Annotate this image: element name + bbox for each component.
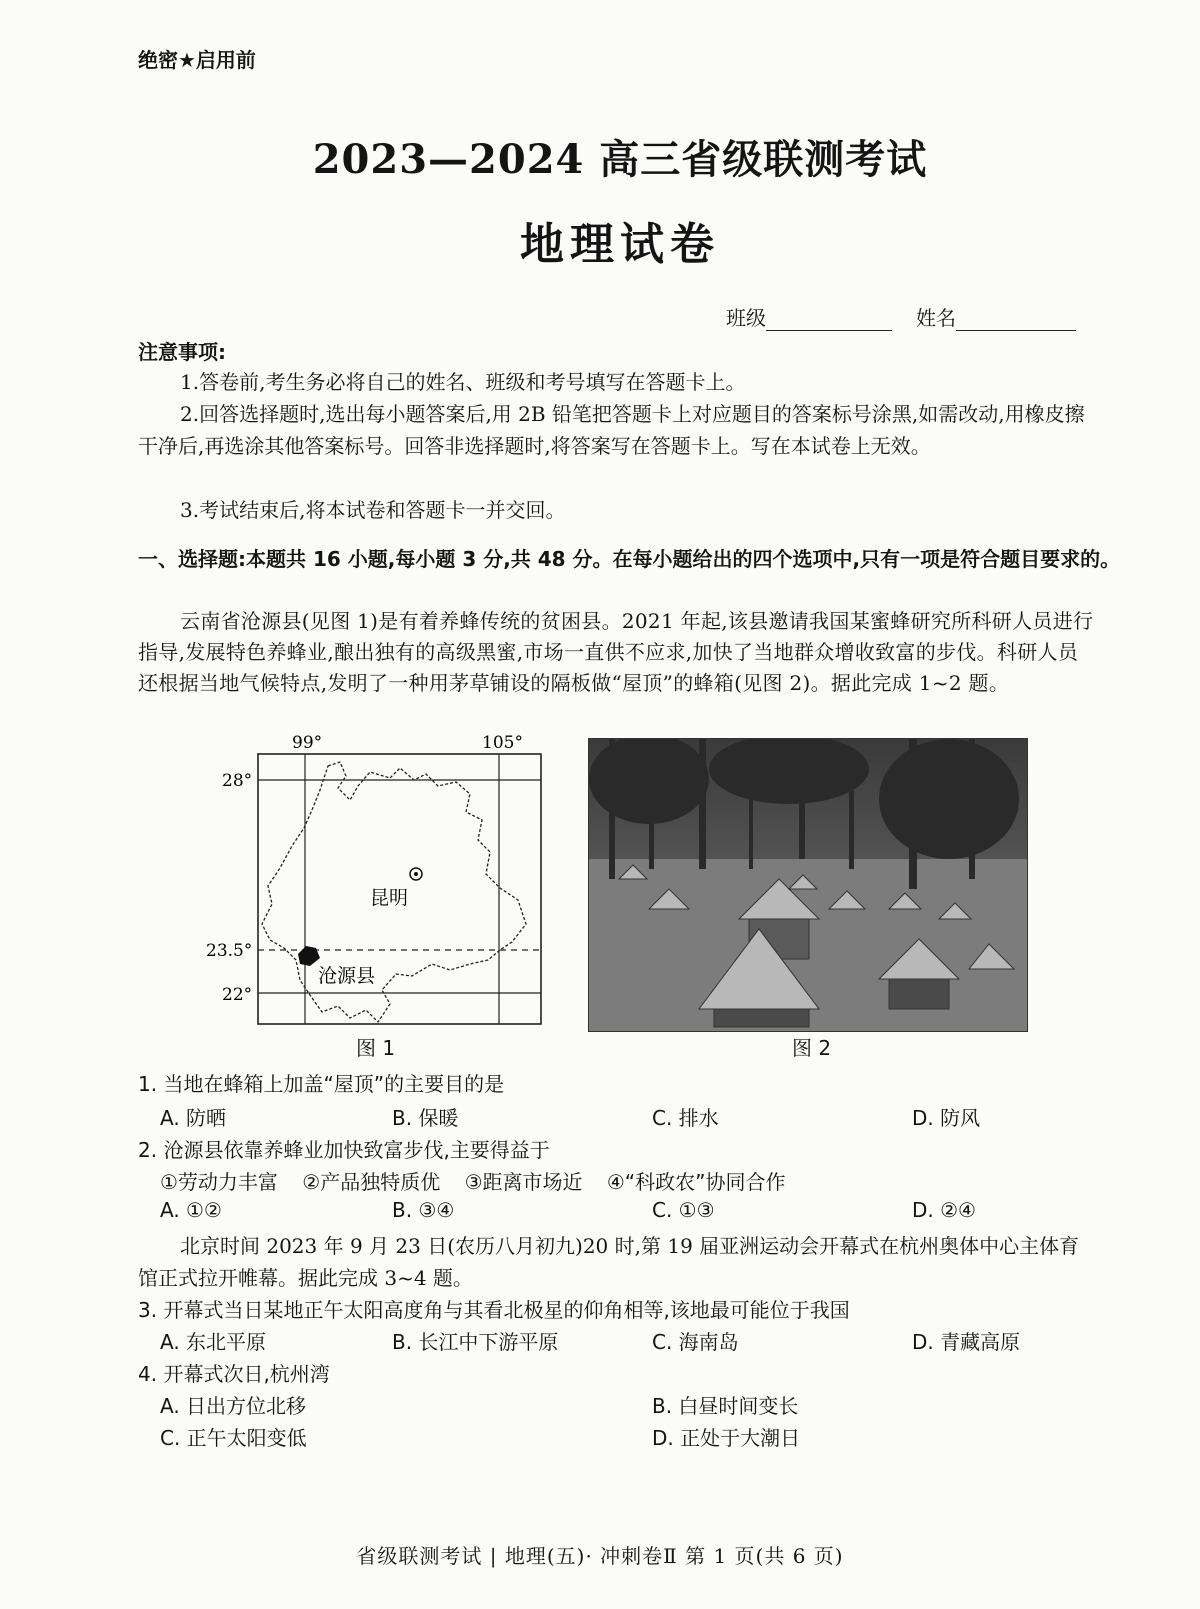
lat-label-28: 28° <box>222 771 253 791</box>
q3-option-d: D. 青藏高原 <box>912 1330 1021 1354</box>
q4-option-d: D. 正处于大潮日 <box>652 1426 801 1450</box>
class-blank <box>766 310 892 331</box>
name-blank <box>956 310 1076 331</box>
confidential-label: 绝密★启用前 <box>138 48 256 72</box>
q1-option-a: A. 防晒 <box>160 1106 227 1130</box>
note-item-3: 3.考试结束后,将本试卷和答题卡一并交回。 <box>180 498 566 522</box>
passage-2: 北京时间 2023 年 9 月 23 日(农历八月初九)20 时,第 19 届亚洲运动会开幕式在杭州奥体中心主体育馆正式拉开帷幕。据此完成 3~4 题。 <box>138 1234 1080 1290</box>
beehive-photo-illustration <box>589 739 1027 1031</box>
class-field <box>726 302 892 331</box>
lat-label-22: 22° <box>222 985 253 1005</box>
q4-option-b: B. 白昼时间变长 <box>652 1394 799 1418</box>
kunming-dot <box>414 872 418 876</box>
question-4-stem: 4. 开幕式次日,杭州湾 <box>138 1362 330 1386</box>
q3-option-c: C. 海南岛 <box>652 1330 739 1354</box>
q2-option-d: D. ②④ <box>912 1198 976 1222</box>
figure-1-map <box>200 728 560 1048</box>
figure-2-photo <box>588 738 1028 1032</box>
notes-title: 注意事项: <box>138 340 226 364</box>
q2-option-c: C. ①③ <box>652 1198 715 1222</box>
q4-option-c: C. 正午太阳变低 <box>160 1426 307 1450</box>
class-label: 班级 <box>726 306 766 330</box>
section-heading: 一、选择题:本题共 16 小题,每小题 3 分,共 48 分。在每小题给出的四个选项中,只有一项是符合题目要求的。 <box>138 547 1121 571</box>
page-footer: 省级联测考试 | 地理(五)· 冲刺卷Ⅱ 第 1 页(共 6 页) <box>356 1544 844 1568</box>
note-item-2: 2.回答选择题时,选出每小题答案后,用 2B 铅笔把答题卡上对应题目的答案标号涂黑,如需改动,用橡皮擦干净后,再选涂其他答案标号。回答非选择题时,将答案写在答题卡上。写在本试卷上无效。 <box>138 402 1085 458</box>
q2-option-b: B. ③④ <box>392 1198 455 1222</box>
figure-1-caption: 图 1 <box>356 1036 396 1060</box>
q1-option-b: B. 保暖 <box>392 1106 459 1130</box>
note-item-1: 1.答卷前,考生务必将自己的姓名、班级和考号填写在答题卡上。 <box>180 370 746 394</box>
lat-label-23-5: 23.5° <box>206 941 253 961</box>
cangyuan-label: 沧源县 <box>318 965 376 987</box>
question-2-stem: 2. 沧源县依靠养蜂业加快致富步伐,主要得益于 <box>138 1138 550 1162</box>
exam-subtitle: 地理试卷 <box>520 219 720 270</box>
question-3-stem: 3. 开幕式当日某地正午太阳高度角与其看北极星的仰角相等,该地最可能位于我国 <box>138 1298 850 1322</box>
q2-statements: ①劳动力丰富 ②产品独特质优 ③距离市场近 ④“科政农”协同合作 <box>160 1170 786 1194</box>
q1-option-c: C. 排水 <box>652 1106 719 1130</box>
q3-option-b: B. 长江中下游平原 <box>392 1330 559 1354</box>
kunming-label: 昆明 <box>370 887 409 909</box>
figure-2-caption: 图 2 <box>792 1036 832 1060</box>
q3-option-a: A. 东北平原 <box>160 1330 267 1354</box>
name-label: 姓名 <box>916 306 956 330</box>
passage-1: 云南省沧源县(见图 1)是有着养蜂传统的贫困县。2021 年起,该县邀请我国某蜜蜂研究所科研人员进行指导,发展特色养蜂业,酿出独有的高级黑蜜,市场一直供不应求,加快了当地群众增收致富的步伐。科研人员还根据当地气候特点,发明了一种用茅草铺设的隔板做“屋顶”的蜂箱(见图 2)。据此完成 1~2 题。 <box>138 609 1094 695</box>
q4-option-a: A. 日出方位北移 <box>160 1394 307 1418</box>
lon-label-105: 105° <box>482 733 523 753</box>
exam-title: 2023—2024 高三省级联测考试 <box>312 136 928 183</box>
question-1-stem: 1. 当地在蜂箱上加盖“屋顶”的主要目的是 <box>138 1072 505 1096</box>
name-field <box>916 302 1076 331</box>
q2-option-a: A. ①② <box>160 1198 222 1222</box>
q1-option-d: D. 防风 <box>912 1106 981 1130</box>
cangyuan-county-shape <box>298 946 320 966</box>
lon-label-99: 99° <box>292 733 323 753</box>
